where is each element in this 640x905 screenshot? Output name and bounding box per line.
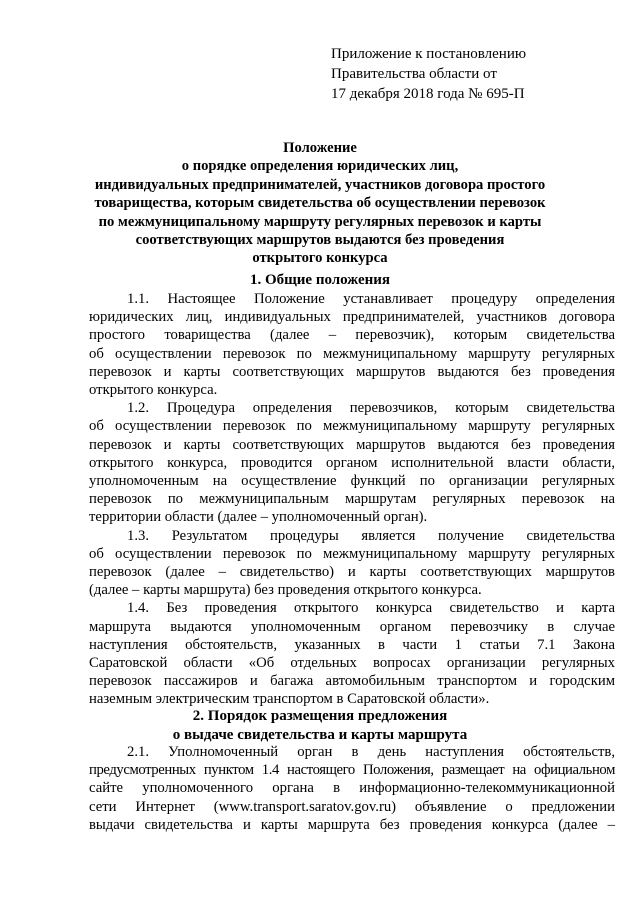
appendix-line: Правительства области от bbox=[331, 66, 497, 82]
title-line: индивидуальных предпринимателей, участников договора простого bbox=[94, 176, 546, 193]
title-line: соответствующих маршрутов выдаются без проведения bbox=[135, 232, 505, 249]
section-2-body bbox=[89, 743, 615, 834]
title-line: товарищества, которым свидетельства об осуществлении перевозок bbox=[94, 195, 546, 212]
title-line: Положение bbox=[283, 140, 357, 156]
paragraph-1-4: 1.4. Без проведения открытого конкурса свидетельство и карта маршрута выдаются уполномоченным органом перевозчику в случае наступления обстоятельств, указанных в части 1 статьи 7.1 Закона Саратовской области «Об отдельных вопросах организации регулярных перевозок пассажиров и багажа автомобильным транспортом и городским наземным электрическим транспортом в Саратовской области». bbox=[89, 600, 615, 708]
document-title bbox=[40, 139, 600, 268]
title-line: о порядке определения юридических лиц, bbox=[181, 158, 459, 175]
appendix-line: 17 декабря 2018 года № 695-П bbox=[331, 86, 525, 102]
title-line: по межмуниципальному маршруту регулярных перевозок и карты bbox=[98, 213, 542, 230]
section-1-heading: 1. Общие положения bbox=[249, 272, 391, 288]
paragraph-1-2: 1.2. Процедура определения перевозчиков, которым свидетельства об осуществлении перевозок по межмуниципальному маршруту регулярных перевозок и карты соответствующих маршрутов выдаются без проведения открытого конкурса, проводится органом исполнительной власти области, уполномоченным на осуществление функций по организации регулярных перевозок по межмуниципальным маршрутам регулярных перевозок на территории области (далее – уполномоченный орган). bbox=[89, 400, 615, 526]
section-1-body bbox=[89, 290, 615, 709]
appendix-note bbox=[331, 44, 526, 104]
paragraph-2-1: 2.1. Уполномоченный орган в день наступления обстоятельств, предусмотренных пунктом 1.4 настоящего Положения, размещает на официальном сайте уполномоченного органа в информационно-телекоммуникационной сети Интернет (www.transport.saratov.gov.ru) объявление о предложении выдачи свидетельства и карты маршрута без проведения конкурса (далее – bbox=[89, 744, 615, 833]
title-line: открытого конкурса bbox=[252, 250, 388, 267]
section-2-heading: 2. Порядок размещения предложения о выдаче свидетельства и карты маршрута bbox=[172, 708, 468, 743]
paragraph-1-1: 1.1. Настоящее Положение устанавливает процедуру определения юридических лиц, индивидуальных предпринимателей, участников договора простого товарищества (далее – перевозчик), которым свидетельства об осуществлении перевозок по межмуниципальному маршруту регулярных перевозок и карты соответствующих маршрутов выдаются без проведения открытого конкурса. bbox=[89, 291, 615, 399]
paragraph-1-3: 1.3. Результатом процедуры является получение свидетельства об осуществлении перевозок по межмуниципальному маршруту регулярных перевозок (далее – свидетельство) и карты соответствующих маршрутов (далее – карты маршрута) без проведения открытого конкурса. bbox=[89, 527, 615, 599]
appendix-line: Приложение к постановлению bbox=[331, 46, 527, 62]
